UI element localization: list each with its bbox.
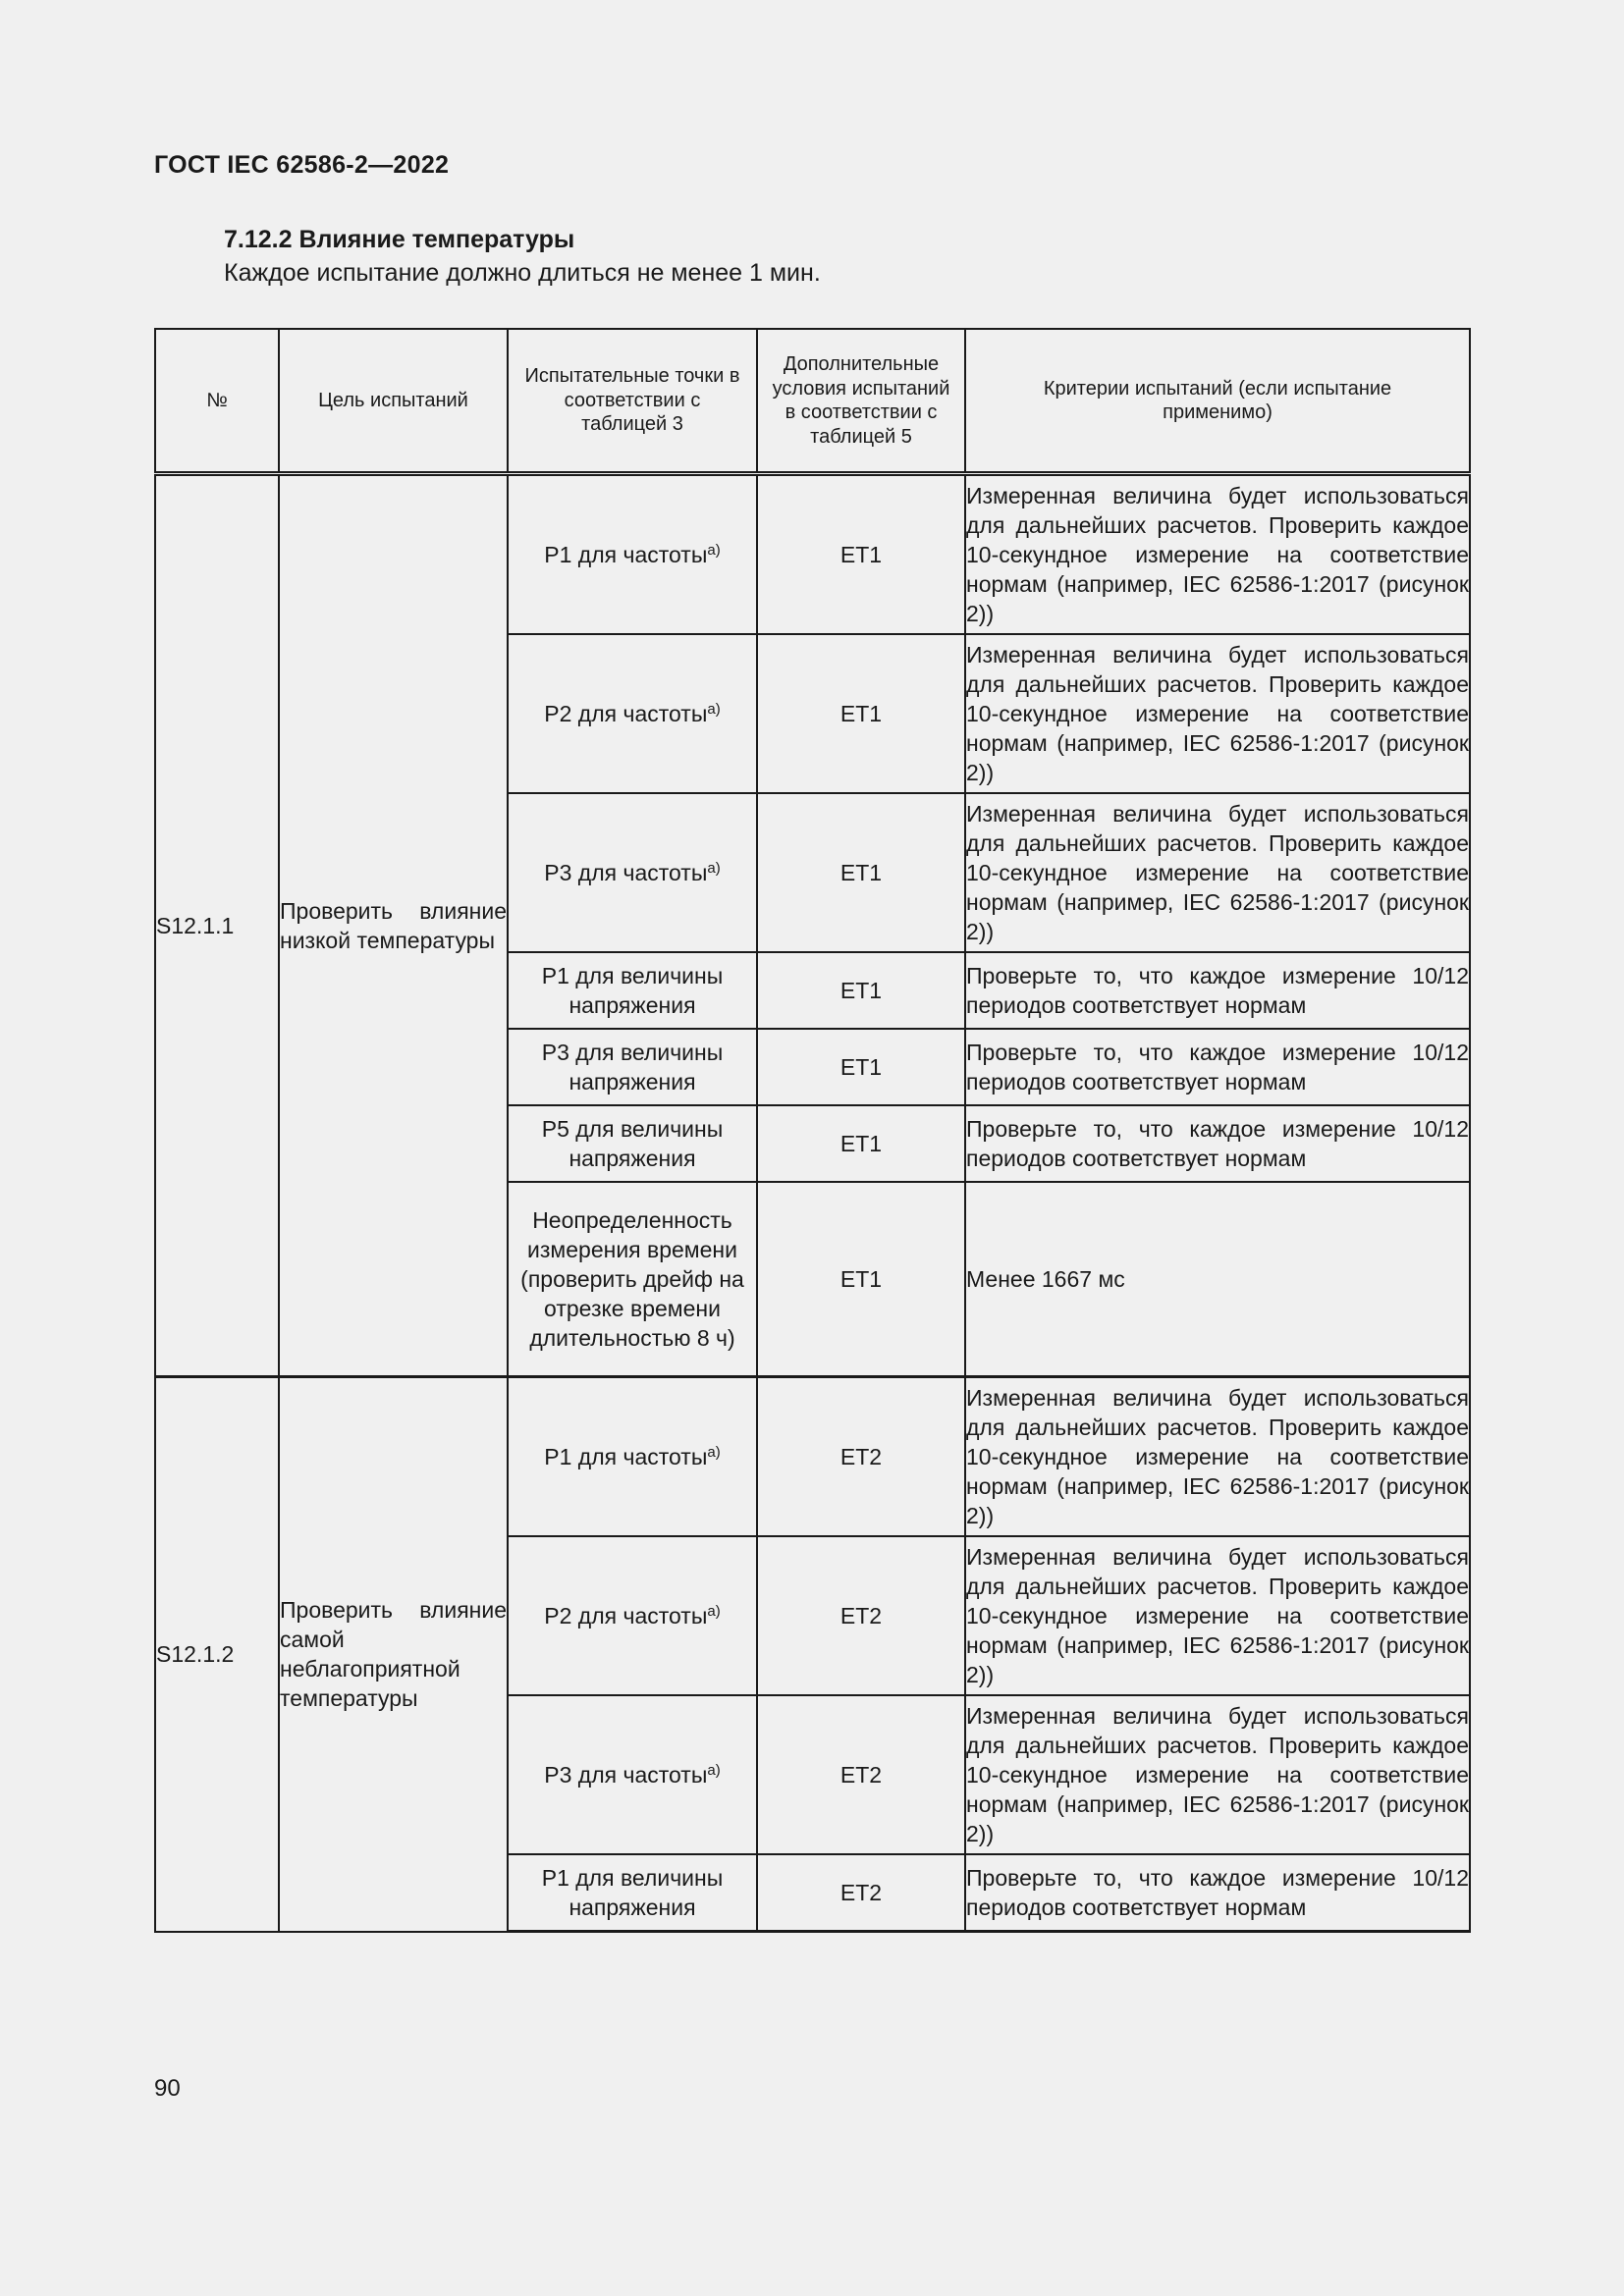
test-goal-cell: Проверить влияние низкой температуры (279, 474, 508, 1377)
test-number-cell: S12.1.2 (155, 1377, 279, 1932)
test-criteria-cell: Измеренная величина будет использоваться для дальнейших расчетов. Проверить каждое 10-секундное измерение на соответствие нормам (например, IEC 62586-1:2017 (рисунок 2)) (965, 1536, 1470, 1695)
test-point-cell: Неопределенность измерения времени (проверить дрейф на отрезке времени длительностью 8 ч) (508, 1182, 757, 1377)
test-condition-cell: ЕТ1 (757, 1029, 965, 1105)
test-goal-cell: Проверить влияние самой неблагоприятной температуры (279, 1377, 508, 1932)
section-intro: Каждое испытание должно длиться не менее 1 мин. (224, 259, 821, 287)
footnote-mark: а) (707, 1603, 721, 1620)
document-header: ГОСТ IEC 62586-2—2022 (154, 151, 450, 179)
header-criteria: Критерии испытаний (если испытание применимо) (965, 329, 1470, 474)
test-criteria-cell: Проверьте то, что каждое измерение 10/12 периодов соответствует нормам (965, 1854, 1470, 1932)
footnote-mark: а) (707, 542, 721, 559)
test-condition-cell: ЕТ1 (757, 952, 965, 1029)
test-point-cell: Р2 для частоты$^{а)}$ (508, 634, 757, 793)
test-criteria-cell: Измеренная величина будет использоваться для дальнейших расчетов. Проверить каждое 10-секундное измерение на соответствие нормам (например, IEC 62586-1:2017 (рисунок 2)) (965, 474, 1470, 635)
test-condition-cell: ЕТ1 (757, 474, 965, 635)
test-condition-cell: ЕТ1 (757, 1182, 965, 1377)
test-criteria-cell: Измеренная величина будет использоваться для дальнейших расчетов. Проверить каждое 10-секундное измерение на соответствие нормам (например, IEC 62586-1:2017 (рисунок 2)) (965, 1695, 1470, 1854)
footnote-mark: а) (707, 1444, 721, 1461)
test-point-cell: Р2 для частоты$^{а)}$ (508, 1536, 757, 1695)
test-number-cell: S12.1.1 (155, 474, 279, 1377)
footnote-mark: а) (707, 701, 721, 718)
page-number: 90 (154, 2075, 181, 2102)
test-condition-cell: ЕТ2 (757, 1695, 965, 1854)
test-point-cell: Р1 для величины напряжения (508, 952, 757, 1029)
header-points: Испытательные точки в соответствии с таблицей 3 (508, 329, 757, 474)
test-criteria-cell: Менее 1667 мс (965, 1182, 1470, 1377)
footnote-mark: а) (707, 1762, 721, 1779)
table-row (155, 474, 1470, 635)
test-criteria-cell: Проверьте то, что каждое измерение 10/12 периодов соответствует нормам (965, 1029, 1470, 1105)
test-point-cell: Р1 для величины напряжения (508, 1854, 757, 1932)
test-criteria-cell: Измеренная величина будет использоваться для дальнейших расчетов. Проверить каждое 10-секундное измерение на соответствие нормам (например, IEC 62586-1:2017 (рисунок 2)) (965, 1377, 1470, 1537)
test-table (154, 328, 1471, 1933)
test-point-cell: Р1 для частоты$^{а)}$ (508, 474, 757, 635)
test-point-cell: Р3 для частоты$^{а)}$ (508, 1695, 757, 1854)
test-point-cell: Р5 для величины напряжения (508, 1105, 757, 1182)
test-criteria-cell: Измеренная величина будет использоваться для дальнейших расчетов. Проверить каждое 10-секундное измерение на соответствие нормам (например, IEC 62586-1:2017 (рисунок 2)) (965, 793, 1470, 952)
test-condition-cell: ЕТ2 (757, 1536, 965, 1695)
test-criteria-cell: Проверьте то, что каждое измерение 10/12 периодов соответствует нормам (965, 952, 1470, 1029)
test-criteria-cell: Проверьте то, что каждое измерение 10/12 периодов соответствует нормам (965, 1105, 1470, 1182)
test-condition-cell: ЕТ2 (757, 1854, 965, 1932)
section-title: 7.12.2 Влияние температуры (224, 226, 575, 253)
test-condition-cell: ЕТ2 (757, 1377, 965, 1537)
test-condition-cell: ЕТ1 (757, 634, 965, 793)
table-header-row (155, 329, 1470, 474)
header-goal: Цель испытаний (279, 329, 508, 474)
test-point-cell: Р3 для частоты$^{а)}$ (508, 793, 757, 952)
footnote-mark: а) (707, 860, 721, 877)
test-criteria-cell: Измеренная величина будет использоваться для дальнейших расчетов. Проверить каждое 10-секундное измерение на соответствие нормам (например, IEC 62586-1:2017 (рисунок 2)) (965, 634, 1470, 793)
header-conditions: Дополнительные условия испытаний в соответствии с таблицей 5 (757, 329, 965, 474)
test-condition-cell: ЕТ1 (757, 793, 965, 952)
test-point-cell: Р1 для частоты$^{а)}$ (508, 1377, 757, 1537)
test-point-cell: Р3 для величины напряжения (508, 1029, 757, 1105)
header-num: № (155, 329, 279, 474)
test-condition-cell: ЕТ1 (757, 1105, 965, 1182)
table-row (155, 1377, 1470, 1537)
